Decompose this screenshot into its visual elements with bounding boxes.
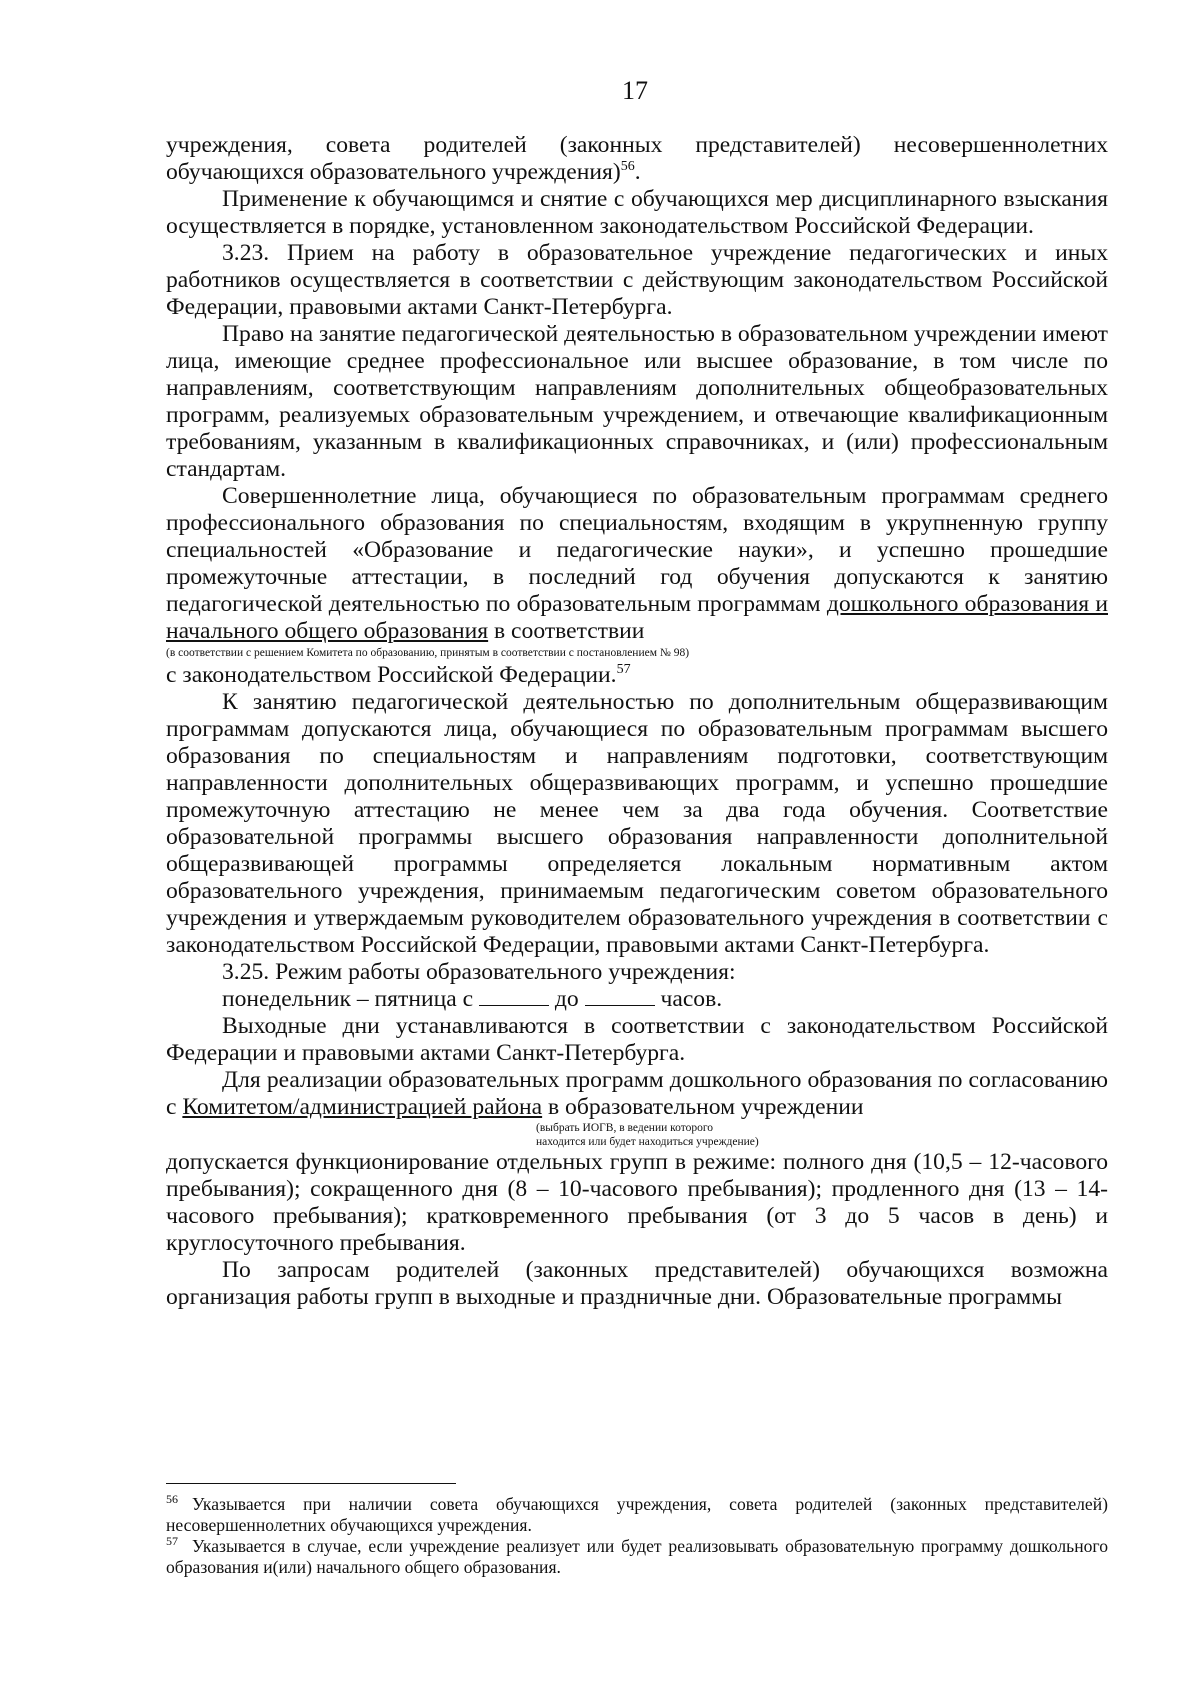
underlined-programs: дошкольного образования и начального общего образования [166,591,1108,644]
paragraph-adult-students [166,483,1108,645]
paragraph-days-off: Выходные дни устанавливаются в соответствии с законодательством Российской Федерации и правовыми актами Санкт-Петербурга. [166,1013,1108,1066]
schedule-hours: часов. [660,986,723,1012]
schedule-until: до [554,986,579,1012]
inline-note-line: находится или будет находиться учреждение) [536,1136,759,1148]
footnote-ref-56[interactable]: 56 [620,159,635,175]
paragraph-text: в соответствии [488,618,645,644]
paragraph-teaching-right: Право на занятие педагогической деятельностью в образовательном учреждении имеют лица, имеющие среднее профессиональное или высшее образование, в том числе по направлениям, соответствующим направлениям дополнительных общеобразовательных программ, реализуемых образовательным учреждением, и отвечающие квалификационным требованиям, указанным в квалификационных справочниках, и (или) профессиональным стандартам. [166,321,1108,482]
paragraph-preschool-groups-end: допускается функционирование отдельных групп в режиме: полного дня (10,5 – 12-часового пребывания); сокращенного дня (8 – 10-часового пребывания); продленного дня (13 – 14-часового пребывания); кратковременного пребывания (от 3 до 5 часов в день) и круглосуточного пребывания. [166,1149,1108,1256]
paragraph-additional-programs: К занятию педагогической деятельностью по дополнительным общеразвивающим программам допускаются лица, обучающиеся по образовательным программам высшего образования по специальностям и направлениям подготовки, соответствующим направленности дополнительных общеразвивающих программ, и успешно прошедшие промежуточную аттестацию не менее чем за два года обучения. Соответствие образовательной программы высшего образования направленности дополнительной общеразвивающей программы определяется локальным нормативным актом образовательного учреждения, принимаемым педагогическим советом образовательного учреждения и утверждаемым руководителем образовательного учреждения в соответствии с законодательством Российской Федерации, правовыми актами Санкт-Петербурга. [166,689,1108,958]
paragraph-text: Для реализации образовательных программ дошкольного образования по согласованию с [166,1067,1108,1120]
document-body [166,132,1108,1311]
underlined-authority: Комитетом/администрацией района [182,1094,543,1120]
footnote-text: Указывается при наличии совета обучающихся учреждения, совета родителей (законных представителей) несовершеннолетних обучающихся учреждения. [166,1494,1108,1535]
schedule-days: понедельник – пятница с [222,986,474,1012]
paragraph-text: Совершеннолетние лица, обучающиеся по образовательным программам среднего профессионального образования по специальностям, входящим в укрупненную группу специальностей «Образование и педагогические науки», и успешно прошедшие промежуточные аттестации, в последний год обучения допускаются к занятию педагогической деятельностью по образовательным программам [166,483,1108,617]
inline-note-line: (выбрать ИОГВ, в ведении которого [536,1122,714,1134]
footnotes [166,1494,1108,1578]
paragraph-text: с законодательством Российской Федерации. [166,662,617,688]
paragraph-text: в образовательном учреждении [542,1094,864,1120]
page-number: 17 [622,76,648,105]
paragraph-disciplinary: Применение к обучающимся и снятие с обучающихся мер дисциплинарного взыскания осуществляется в порядке, установленном законодательством Российской Федерации. [166,186,1108,239]
footnote-divider [166,1483,456,1484]
footnote-ref-57[interactable]: 57 [616,662,631,678]
inline-note-authority [536,1121,896,1149]
footnote-text: Указывается в случае, если учреждение реализует или будет реализовывать образовательную программу дошкольного образования и(или) начального общего образования. [166,1536,1108,1577]
paragraph-3-25: 3.25. Режим работы образовательного учреждения: [222,959,736,985]
paragraph-weekend-groups: По запросам родителей (законных представителей) обучающихся возможна организация работы групп в выходные и праздничные дни. Образовательные программы [166,1257,1108,1310]
start-time-field[interactable] [479,987,549,1006]
paragraph-continuation [166,132,1108,186]
paragraph-adult-students-end [166,662,1108,689]
paragraph-punctuation: . [634,159,641,185]
paragraph-preschool-groups [166,1067,1108,1121]
paragraph-text: учреждения, совета родителей (законных представителей) несовершеннолетних обучающихся образовательного учреждения) [166,132,1108,185]
footnote-56: 56 Указывается при наличии совета обучающихся учреждения, совета родителей (законных представителей) несовершеннолетних обучающихся учреждения. [166,1492,1108,1535]
inline-note-committee: (в соответствии с решением Комитета по образованию, принятым в соответствии с постановлением № 98) [166,647,690,659]
end-time-field[interactable] [585,987,655,1006]
paragraph-3-23: 3.23. Прием на работу в образовательное учреждение педагогических и иных работников осуществляется в соответствии с действующим законодательством Российской Федерации, правовыми актами Санкт-Петербурга. [166,240,1108,320]
footnote-57: 57 Указывается в случае, если учреждение реализует или будет реализовывать образовательную программу дошкольного образования и(или) начального общего образования. [166,1534,1108,1577]
schedule-line [166,986,1108,1013]
